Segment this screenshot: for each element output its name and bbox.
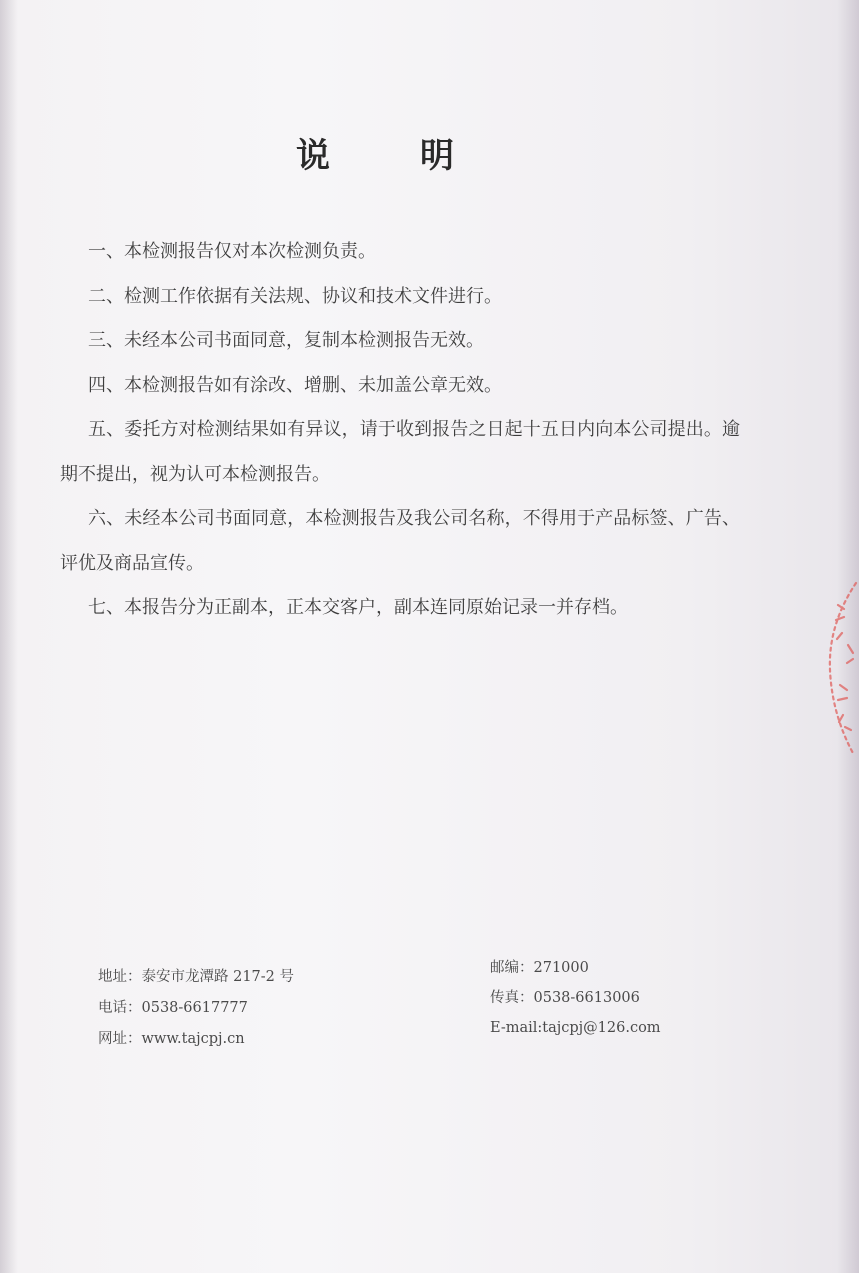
clause-list bbox=[60, 230, 740, 631]
red-stamp-edge bbox=[818, 575, 859, 760]
clause-1: 一、本检测报告仅对本次检测负责。 bbox=[88, 241, 376, 262]
fax-text: 传真：0538-6613006 bbox=[490, 990, 640, 1006]
clause-4: 四、本检测报告如有涂改、增删、未加盖公章无效。 bbox=[88, 374, 502, 396]
postcode-text: 邮编：271000 bbox=[490, 960, 589, 976]
page-title: 说 明 bbox=[296, 136, 482, 176]
clause-7: 七、本报告分为正副本，正本交客户，副本连同原始记录一并存档。 bbox=[88, 597, 628, 618]
contact-block-left bbox=[98, 962, 294, 1055]
address-text: 地址：泰安市龙潭路 217-2 号 bbox=[98, 969, 295, 985]
email-text: E-mail:tajcpj@126.com bbox=[490, 1020, 661, 1036]
website-text: 网址：www.tajcpj.cn bbox=[98, 1031, 245, 1047]
page-edge-shadow-left bbox=[0, 0, 18, 1273]
clause-3: 三、未经本公司书面同意，复制本检测报告无效。 bbox=[88, 330, 484, 351]
clause-5: 五、委托方对检测结果如有异议，请于收到报告之日起十五日内向本公司提出。逾期不提出，视为认可本检测报告。 bbox=[60, 419, 740, 485]
clause-6: 六、未经本公司书面同意，本检测报告及我公司名称，不得用于产品标签、广告、评优及商品宣传。 bbox=[60, 508, 740, 574]
clause-2: 二、检测工作依据有关法规、协议和技术文件进行。 bbox=[88, 285, 502, 307]
phone-text: 电话：0538-6617777 bbox=[98, 1000, 248, 1016]
contact-block-right bbox=[490, 953, 661, 1043]
